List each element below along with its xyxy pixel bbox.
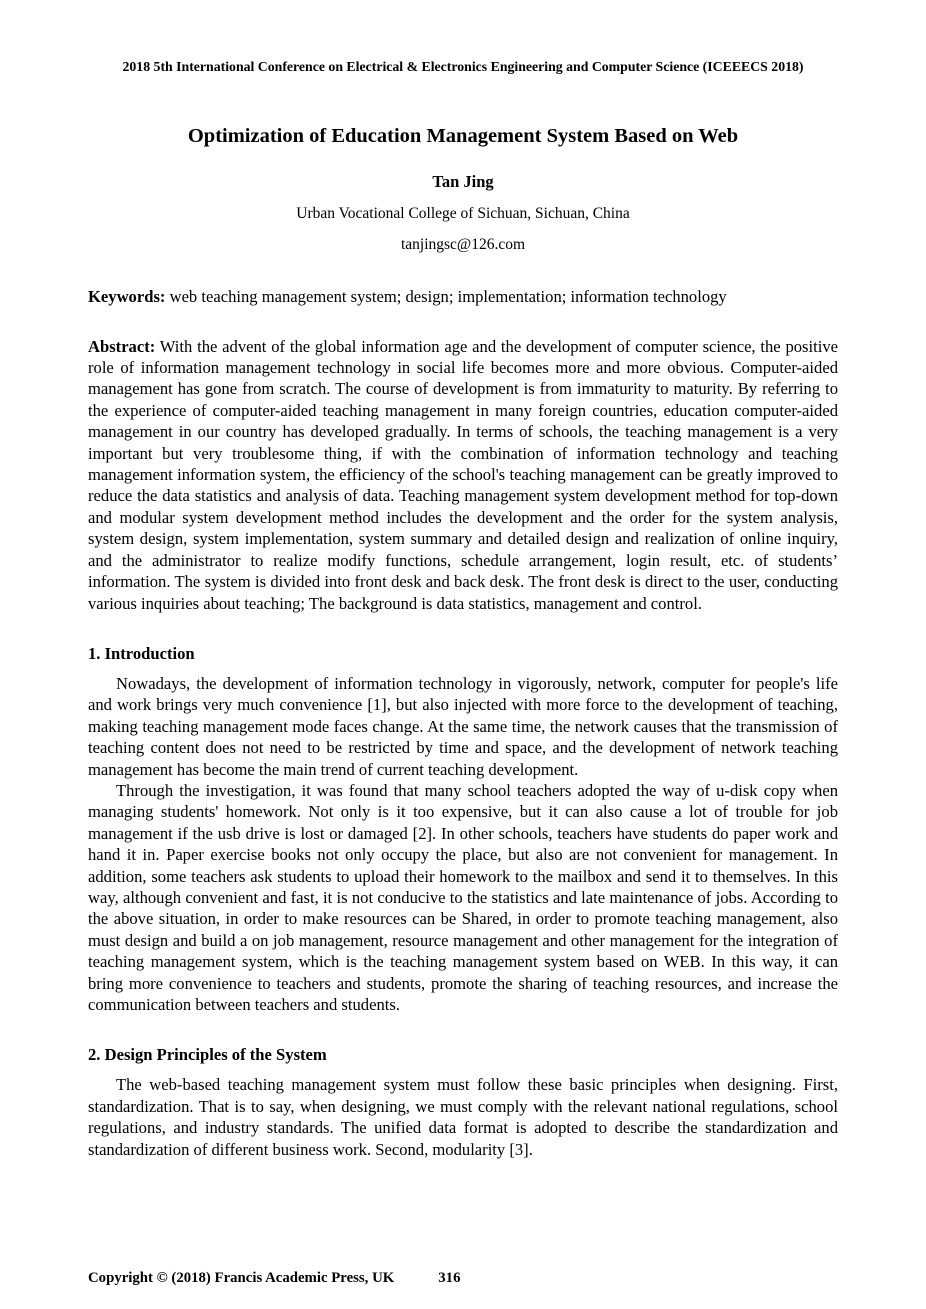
conference-header: 2018 5th International Conference on Electrical & Electronics Engineering and Computer Science (ICEEECS 2018) — [122, 59, 804, 74]
email: tanjingsc@126.com — [400, 236, 526, 254]
keywords-text: web teaching management system; design; implementation; information technology — [165, 287, 727, 307]
abstract-label: Abstract: — [88, 336, 156, 356]
design-principles-paragraph-1: The web-based teaching management system must follow these basic principles when designing. First, standardization. That is to say, when designing, we must comply with the relevant national regulations, school regulations, and industry standards. The unified data format is adopted to describe the standardization and standardization of different business work. Second, modularity [3]. — [88, 1075, 838, 1159]
introduction-paragraph-2: Through the investigation, it was found that many school teachers adopted the way of u-disk copy when managing students' homework. Not only is it too expensive, but it can also cause a lot of trouble for job management if the usb drive is lost or damaged [2]. In other schools, teachers have students do paper work and hand it in. Paper exercise books not only occupy the place, but also are not convenient for management. In addition, some teachers ask students to upload their homework to the mailbox and send it to themselves. In this way, although convenient and fast, it is not conducive to the statistics and late maintenance of jobs. According to the above situation, in order to make resources can be Shared, in order to promote teaching management, also must design and build a on job management, resource management and other management for the integration of teaching management system, which is the teaching management system based on WEB. In this way, it can bring more convenience to teachers and students, promote the sharing of teaching resources, and increase the communication between teachers and students. — [88, 780, 838, 1015]
paper-title: Optimization of Education Management System Based on Web — [187, 125, 739, 148]
affiliation: Urban Vocational College of Sichuan, Sichuan, China — [296, 205, 630, 223]
section-heading-design-principles: 2. Design Principles of the System — [88, 1045, 327, 1065]
introduction-paragraph-1: Nowadays, the development of information technology in vigorously, network, computer for people's life and work brings very much convenience [1], but also injected with more force to the development of teaching, making teaching management mode faces change. At the same time, the network causes that the transmission of teaching content does not need to be restricted by time and space, and the development of network teaching management has become the main trend of current teaching development. — [88, 673, 838, 779]
footer-copyright: Copyright © (2018) Francis Academic Press, UK — [88, 1270, 395, 1286]
keywords-label: Keywords: — [88, 287, 166, 307]
keywords-line — [88, 286, 838, 307]
section-heading-introduction: 1. Introduction — [88, 643, 195, 663]
abstract-paragraph — [88, 336, 838, 614]
page-footer — [88, 1270, 460, 1287]
author-name: Tan Jing — [432, 172, 494, 192]
page-number: 316 — [438, 1270, 461, 1286]
abstract-text: With the advent of the global information age and the development of computer science, the positive role of information management technology in social life becomes more and more obvious. Computer-aided management has gone from scratch. The course of development is from immaturity to maturity. By referring to the experience of computer-aided teaching management in many foreign countries, education computer-aided management in our country has developed gradually. In terms of schools, the teaching management is a very important but very troublesome thing, if with the combination of information technology and teaching management information system, the efficiency of the school's teaching management can be greatly improved to reduce the data statistics and analysis of data. Teaching management system development method for top-down and modular system development method includes the development and the order for the system analysis, system design, system implementation, system summary and detailed design and realization of online inquiry, and the administrator to realize modify functions, schedule arrangement, login result, etc. of students’ information. The system is divided into front desk and back desk. The front desk is direct to the user, conducting various inquiries about teaching; The background is data statistics, management and control. — [88, 336, 838, 613]
